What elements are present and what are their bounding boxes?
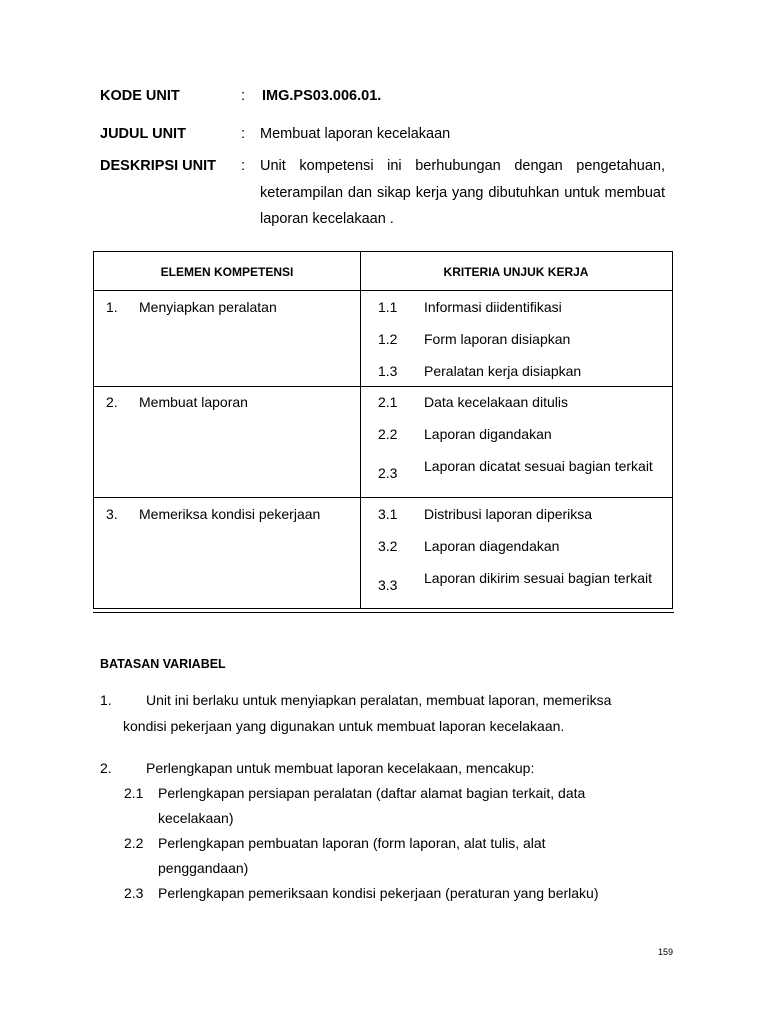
table-column-divider: [360, 252, 361, 608]
element-number: 2.: [106, 394, 118, 410]
table-header-elemen: ELEMEN KOMPETENSI: [160, 265, 294, 279]
sublist-number: 2.3: [124, 885, 144, 901]
criteria-text: Laporan dikirim sesuai bagian terkait: [424, 570, 653, 586]
table-header-divider: [94, 290, 672, 291]
criteria-number: 3.2: [378, 538, 398, 554]
criteria-text: Laporan digandakan: [424, 426, 552, 442]
criteria-number: 2.2: [378, 426, 398, 442]
sublist-item-text: Perlengkapan pemeriksaan kondisi pekerjaan (peraturan yang berlaku): [158, 885, 599, 901]
sublist-item-continuation: penggandaan): [158, 860, 249, 876]
deskripsi-unit-value: Unit kompetensi ini berhubungan dengan pengetahuan, keterampilan dan sikap kerja yang dibutuhkan untuk membuat laporan kecelakaan .: [260, 158, 665, 227]
list-item-continuation: kondisi pekerjaan yang digunakan untuk membuat laporan kecelakaan.: [123, 718, 565, 734]
element-number: 1.: [106, 299, 118, 315]
table-bottom-double-line: [93, 612, 674, 613]
element-name: Menyiapkan peralatan: [139, 299, 277, 315]
criteria-number: 1.1: [378, 299, 398, 315]
deskripsi-unit-colon: :: [241, 158, 246, 174]
sublist-number: 2.2: [124, 835, 144, 851]
kode-unit-label: KODE UNIT: [100, 88, 180, 104]
judul-unit-label: JUDUL UNIT: [100, 126, 186, 142]
criteria-text: Laporan diagendakan: [424, 538, 560, 554]
list-number: 2.: [100, 760, 112, 776]
criteria-number: 3.1: [378, 506, 398, 522]
criteria-text: Peralatan kerja disiapkan: [424, 363, 582, 379]
criteria-number: 3.3: [378, 577, 398, 593]
criteria-number: 1.2: [378, 331, 398, 347]
criteria-number: 1.3: [378, 363, 398, 379]
judul-unit-colon: :: [241, 126, 246, 142]
judul-unit-value: Membuat laporan kecelakaan: [260, 126, 451, 142]
sublist-item-text: Perlengkapan persiapan peralatan (daftar alamat bagian terkait, data: [158, 785, 586, 801]
kode-unit-value: IMG.PS03.006.01.: [262, 88, 382, 104]
element-name: Memeriksa kondisi pekerjaan: [139, 506, 321, 522]
criteria-number: 2.1: [378, 394, 398, 410]
table-row-divider: [94, 386, 672, 387]
list-number: 1.: [100, 692, 112, 708]
list-item-text: Unit ini berlaku untuk menyiapkan peralatan, membuat laporan, memeriksa: [146, 692, 612, 708]
list-item-text: Perlengkapan untuk membuat laporan kecelakaan, mencakup:: [146, 760, 535, 776]
table-row-divider: [94, 497, 672, 498]
kode-unit-colon: :: [241, 88, 246, 104]
criteria-text: Data kecelakaan ditulis: [424, 394, 568, 410]
sublist-number: 2.1: [124, 785, 144, 801]
criteria-number: 2.3: [378, 465, 398, 481]
sublist-item-text: Perlengkapan pembuatan laporan (form laporan, alat tulis, alat: [158, 835, 546, 851]
table-header-kriteria: KRITERIA UNJUK KERJA: [443, 265, 589, 279]
element-name: Membuat laporan: [139, 394, 248, 410]
criteria-text: Form laporan disiapkan: [424, 331, 571, 347]
criteria-text: Informasi diidentifikasi: [424, 299, 562, 315]
deskripsi-unit-label: DESKRIPSI UNIT: [100, 158, 217, 174]
competency-table: [93, 251, 673, 609]
criteria-text: Distribusi laporan diperiksa: [424, 506, 593, 522]
element-number: 3.: [106, 506, 118, 522]
criteria-text: Laporan dicatat sesuai bagian terkait: [424, 458, 653, 474]
sublist-item-continuation: kecelakaan): [158, 810, 234, 826]
section-title: BATASAN VARIABEL: [100, 657, 226, 671]
page-number: 159: [658, 947, 674, 957]
